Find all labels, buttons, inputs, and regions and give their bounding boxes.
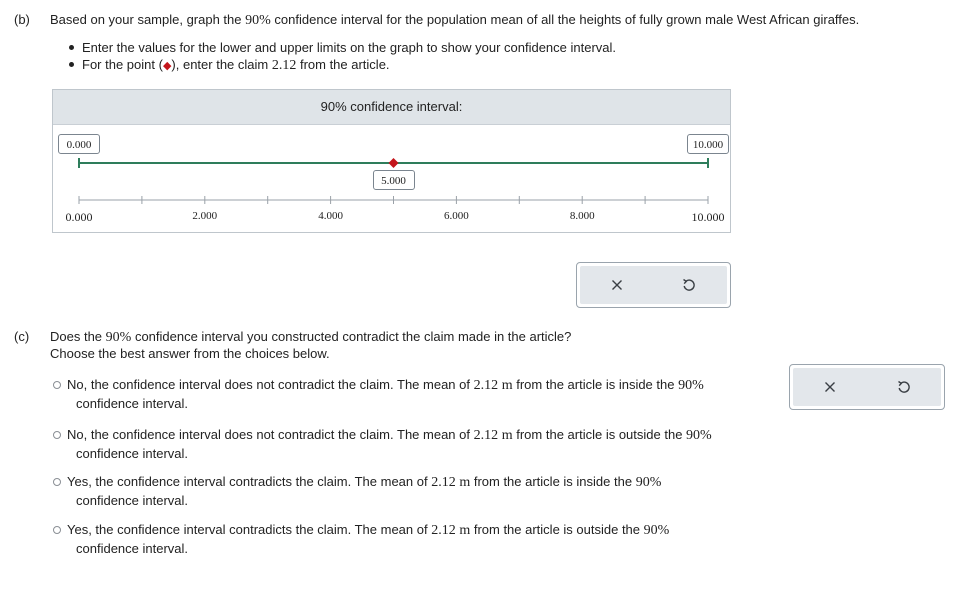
- undo-answer-button[interactable]: [894, 377, 914, 397]
- undo-graph-button[interactable]: [679, 275, 699, 295]
- answer-controls-panel: [793, 368, 941, 406]
- choice-text-end: confidence interval.: [76, 541, 189, 556]
- answer-choice[interactable]: [53, 521, 767, 558]
- part-b-prompt: [50, 12, 859, 29]
- radio-button[interactable]: [53, 526, 61, 534]
- graph-controls: [576, 262, 731, 308]
- answer-choice-text: [67, 376, 767, 413]
- choice-text-mid: from the article is inside the: [470, 474, 636, 489]
- clear-graph-button[interactable]: [607, 275, 627, 295]
- lower-limit-input[interactable]: 0.000: [58, 134, 100, 154]
- radio-button[interactable]: [53, 478, 61, 486]
- choice-text-start: No, the confidence interval does not contradict the claim. The mean of: [67, 377, 474, 392]
- choice-unit: m: [501, 378, 513, 393]
- answer-choice[interactable]: [53, 426, 767, 463]
- claim-point-input[interactable]: 5.000: [373, 170, 415, 190]
- choice-mean-value: 2.12: [473, 378, 499, 393]
- choice-text-mid: from the article is outside the: [470, 522, 644, 537]
- prompt-text-start: Based on your sample, graph the: [50, 12, 246, 27]
- clear-answer-button[interactable]: [820, 377, 840, 397]
- part-c-instruction: Choose the best answer from the choices below.: [50, 346, 330, 361]
- close-icon: [824, 381, 836, 393]
- instruction-point: [66, 56, 616, 73]
- answer-choice[interactable]: [53, 376, 767, 413]
- choice-unit: m: [459, 523, 471, 538]
- choice-mean-value: 2.12: [431, 523, 456, 538]
- choice-unit: m: [459, 475, 471, 490]
- graph-controls-panel: [580, 266, 727, 304]
- graph-title: 90% confidence interval:: [320, 99, 463, 114]
- choice-text-end: confidence interval.: [76, 446, 189, 461]
- tick-label: 8.000: [569, 210, 595, 222]
- undo-icon: [682, 278, 696, 292]
- question-text-start: Does the: [50, 329, 106, 344]
- undo-icon: [897, 380, 911, 394]
- choice-percent: 90%: [643, 523, 670, 538]
- question-text-end: confidence interval you constructed contradict the claim made in the article?: [131, 329, 572, 344]
- choice-text-end: confidence interval.: [76, 396, 189, 411]
- choice-text-start: Yes, the confidence interval contradicts the claim. The mean of: [67, 474, 432, 489]
- instruction-point-text-start: For the point (: [82, 57, 163, 72]
- instruction-point-text-end: from the article.: [296, 57, 390, 72]
- upper-limit-input[interactable]: 10.000: [687, 134, 729, 154]
- answer-choice-text: [67, 426, 767, 463]
- confidence-interval-graph: [52, 89, 731, 233]
- answer-controls: [789, 364, 945, 410]
- claim-point-diamond[interactable]: [389, 158, 399, 168]
- instruction-list: [66, 39, 616, 73]
- prompt-text-end: confidence interval for the population mean of all the heights of fully grown male West African giraffes.: [270, 12, 860, 27]
- answer-choice-text: [67, 473, 767, 510]
- tick-label: 6.000: [444, 210, 469, 222]
- radio-button[interactable]: [53, 381, 61, 389]
- instruction-limits: [66, 39, 616, 56]
- part-b-label: (b): [14, 12, 30, 27]
- tick-label: 2.000: [192, 210, 218, 222]
- tick-label: 4.000: [318, 210, 343, 222]
- choice-text-mid: from the article is outside the: [512, 427, 687, 442]
- close-icon: [611, 279, 623, 291]
- choice-percent: 90%: [686, 428, 712, 443]
- choice-mean-value: 2.12: [473, 428, 499, 443]
- choice-text-mid: from the article is inside the: [512, 377, 679, 392]
- choice-text-start: No, the confidence interval does not contradict the claim. The mean of: [67, 427, 474, 442]
- choice-mean-value: 2.12: [431, 475, 456, 490]
- instruction-point-text-mid: ), enter the claim: [171, 57, 272, 72]
- claim-value: 2.12: [271, 58, 297, 73]
- answer-choice-text: [67, 521, 767, 558]
- question-percent: 90%: [105, 330, 132, 345]
- choice-percent: 90%: [635, 475, 662, 490]
- choice-text-end: confidence interval.: [76, 493, 189, 508]
- tick-label: 10.000: [691, 210, 725, 224]
- diamond-icon: ◆: [162, 60, 172, 72]
- instruction-limits-text: Enter the values for the lower and upper limits on the graph to show your confidence interval.: [82, 40, 617, 55]
- prompt-percent: 90%: [245, 13, 271, 28]
- part-c-label: (c): [14, 329, 30, 344]
- tick-label: 0.000: [65, 210, 93, 224]
- choice-text-start: Yes, the confidence interval contradicts the claim. The mean of: [67, 522, 432, 537]
- answer-choice[interactable]: [53, 473, 767, 510]
- part-c-question: [50, 329, 571, 346]
- graph-header: [53, 90, 730, 125]
- radio-button[interactable]: [53, 431, 61, 439]
- choice-unit: m: [501, 428, 513, 443]
- choice-percent: 90%: [678, 378, 704, 393]
